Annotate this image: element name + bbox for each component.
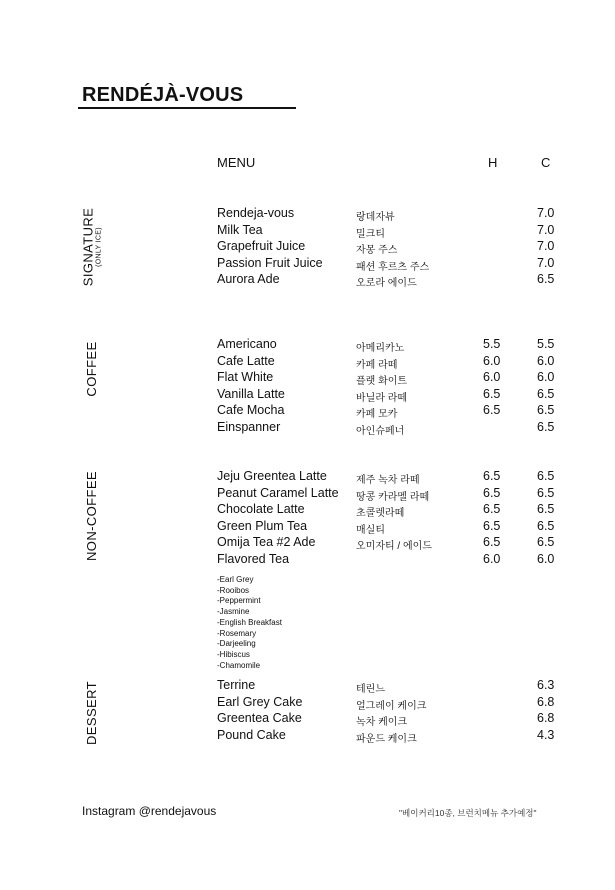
menu-item xyxy=(217,223,575,240)
item-name: Einspanner xyxy=(217,419,281,434)
item-name: Pound Cake xyxy=(217,727,286,742)
menu-item xyxy=(217,678,575,695)
item-name-korean: 자몽 주스 xyxy=(356,245,398,256)
brand-title: RENDÉJÀ-VOUS xyxy=(82,84,244,106)
cold-price: 6.8 xyxy=(537,694,555,709)
cold-price: 6.5 xyxy=(537,485,555,500)
hot-price: 6.0 xyxy=(483,551,501,566)
cold-price: 5.5 xyxy=(537,337,555,351)
item-name: Chocolate Latte xyxy=(217,502,305,516)
noncoffee-list xyxy=(217,469,575,568)
tea-flavor: -Jasmine xyxy=(217,607,250,617)
item-name: Vanilla Latte xyxy=(217,386,285,401)
hot-price: 6.5 xyxy=(483,386,501,401)
item-name: Americano xyxy=(217,337,277,351)
item-name: Rendeja-vous xyxy=(217,206,295,220)
menu-item xyxy=(217,387,575,404)
item-name-korean: 패션 후르츠 주스 xyxy=(356,261,430,273)
tea-flavor: -English Breakfast xyxy=(217,617,282,627)
menu-item xyxy=(217,354,575,371)
section-title: COFFEE xyxy=(84,341,100,397)
cold-price: 6.5 xyxy=(537,502,555,516)
item-name-korean: 카페 라떼 xyxy=(356,359,398,371)
item-name-korean: 오미자티 / 에이드 xyxy=(356,541,432,552)
item-name: Grapefruit Juice xyxy=(217,239,306,253)
hot-price: 6.0 xyxy=(483,370,501,384)
menu-header: MENU xyxy=(217,155,256,170)
signature-list xyxy=(217,206,575,289)
hot-column-header: H xyxy=(488,155,498,170)
cold-price: 7.0 xyxy=(537,206,555,220)
cold-price: 6.0 xyxy=(537,370,555,384)
cold-price: 6.5 xyxy=(537,469,555,483)
item-name: Flavored Tea xyxy=(217,551,290,566)
hot-price: 6.0 xyxy=(483,353,501,368)
cold-price: 6.5 xyxy=(537,386,555,401)
item-name-korean: 아인슈페너 xyxy=(356,425,405,437)
menu-item xyxy=(217,469,575,486)
hot-price: 6.5 xyxy=(483,469,501,483)
item-name-korean: 아메리카노 xyxy=(356,343,405,354)
tea-flavor-list xyxy=(217,575,282,671)
tea-flavor: -Darjeeling xyxy=(217,639,256,649)
item-name: Aurora Ade xyxy=(217,272,280,286)
item-name: Green Plum Tea xyxy=(217,518,308,533)
menu-item xyxy=(217,403,575,420)
menu-item xyxy=(217,552,575,569)
coffee-list xyxy=(217,337,575,436)
item-name: Cafe Latte xyxy=(217,353,275,368)
item-name-korean: 밀크티 xyxy=(356,228,385,240)
menu-item xyxy=(217,272,575,289)
footer-note: "베이커리10종, 브런치메뉴 추가예정" xyxy=(399,808,537,818)
cold-price: 6.5 xyxy=(537,419,555,434)
cold-price: 6.5 xyxy=(537,272,555,286)
item-name: Greentea Cake xyxy=(217,711,302,725)
cold-price: 6.5 xyxy=(537,518,555,533)
cold-price: 4.3 xyxy=(537,727,555,742)
menu-item xyxy=(217,695,575,712)
item-name-korean: 매실티 xyxy=(356,524,385,536)
menu-item xyxy=(217,206,575,223)
cold-price: 6.8 xyxy=(537,711,555,725)
item-name: Earl Grey Cake xyxy=(217,694,303,709)
item-name-korean: 플랫 화이트 xyxy=(356,376,408,387)
item-name-korean: 랑데자뷰 xyxy=(356,212,395,223)
item-name: Terrine xyxy=(217,678,256,692)
hot-price: 6.5 xyxy=(483,403,501,417)
cold-price: 7.0 xyxy=(537,239,555,253)
menu-item xyxy=(217,728,575,745)
cold-column-header: C xyxy=(541,155,551,170)
menu-item xyxy=(217,502,575,519)
item-name-korean: 파운드 케이크 xyxy=(356,733,417,745)
cold-price: 6.3 xyxy=(537,678,555,692)
item-name-korean: 초콜렛라떼 xyxy=(356,508,405,519)
section-sublabel: (ONLY ICE) xyxy=(95,227,103,267)
item-name: Flat White xyxy=(217,370,274,384)
item-name-korean: 오로라 에이드 xyxy=(356,278,417,289)
instagram-handle: Instagram @rendejavous xyxy=(82,804,217,818)
tea-flavor: -Hibiscus xyxy=(217,649,250,659)
menu-item xyxy=(217,420,575,437)
item-name-korean: 제주 녹차 라떼 xyxy=(356,475,420,486)
hot-price: 6.5 xyxy=(483,518,501,533)
item-name: Omija Tea #2 Ade xyxy=(217,535,316,549)
cold-price: 6.0 xyxy=(537,551,555,566)
dessert-list xyxy=(217,678,575,744)
cold-price: 6.5 xyxy=(537,403,555,417)
hot-price: 6.5 xyxy=(483,485,501,500)
cold-price: 6.5 xyxy=(537,535,555,549)
tea-flavor: -Rosemary xyxy=(217,628,257,638)
menu-item xyxy=(217,486,575,503)
hot-price: 6.5 xyxy=(483,502,501,516)
item-name: Cafe Mocha xyxy=(217,403,285,417)
cold-price: 7.0 xyxy=(537,222,555,237)
title-underline xyxy=(78,107,296,109)
item-name: Jeju Greentea Latte xyxy=(217,469,327,483)
tea-flavor: -Rooibos xyxy=(217,585,250,595)
menu-item xyxy=(217,239,575,256)
item-name-korean: 얼그레이 케이크 xyxy=(356,700,427,712)
item-name-korean: 땅콩 카라멜 라떼 xyxy=(356,491,430,503)
hot-price: 6.5 xyxy=(483,535,501,549)
menu-item xyxy=(217,535,575,552)
menu-item xyxy=(217,256,575,273)
section-title: SIGNATURE xyxy=(80,207,96,287)
section-title: DESSERT xyxy=(84,681,100,745)
item-name-korean: 녹차 케이크 xyxy=(356,717,408,728)
cold-price: 6.0 xyxy=(537,353,555,368)
hot-price: 5.5 xyxy=(483,337,501,351)
tea-flavor: -Earl Grey xyxy=(217,575,254,584)
cold-price: 7.0 xyxy=(537,255,555,270)
tea-flavor: -Chamomile xyxy=(217,660,261,670)
item-name-korean: 테린느 xyxy=(356,684,385,695)
menu-item xyxy=(217,519,575,536)
item-name: Milk Tea xyxy=(217,222,263,237)
section-title: NON-COFFEE xyxy=(84,471,100,561)
item-name: Peanut Caramel Latte xyxy=(217,485,339,500)
menu-item xyxy=(217,711,575,728)
item-name-korean: 바닐라 라떼 xyxy=(356,392,408,404)
tea-flavor: -Peppermint xyxy=(217,596,261,606)
menu-item xyxy=(217,337,575,354)
item-name: Passion Fruit Juice xyxy=(217,255,323,270)
item-name-korean: 카페 모카 xyxy=(356,409,398,420)
menu-item xyxy=(217,370,575,387)
